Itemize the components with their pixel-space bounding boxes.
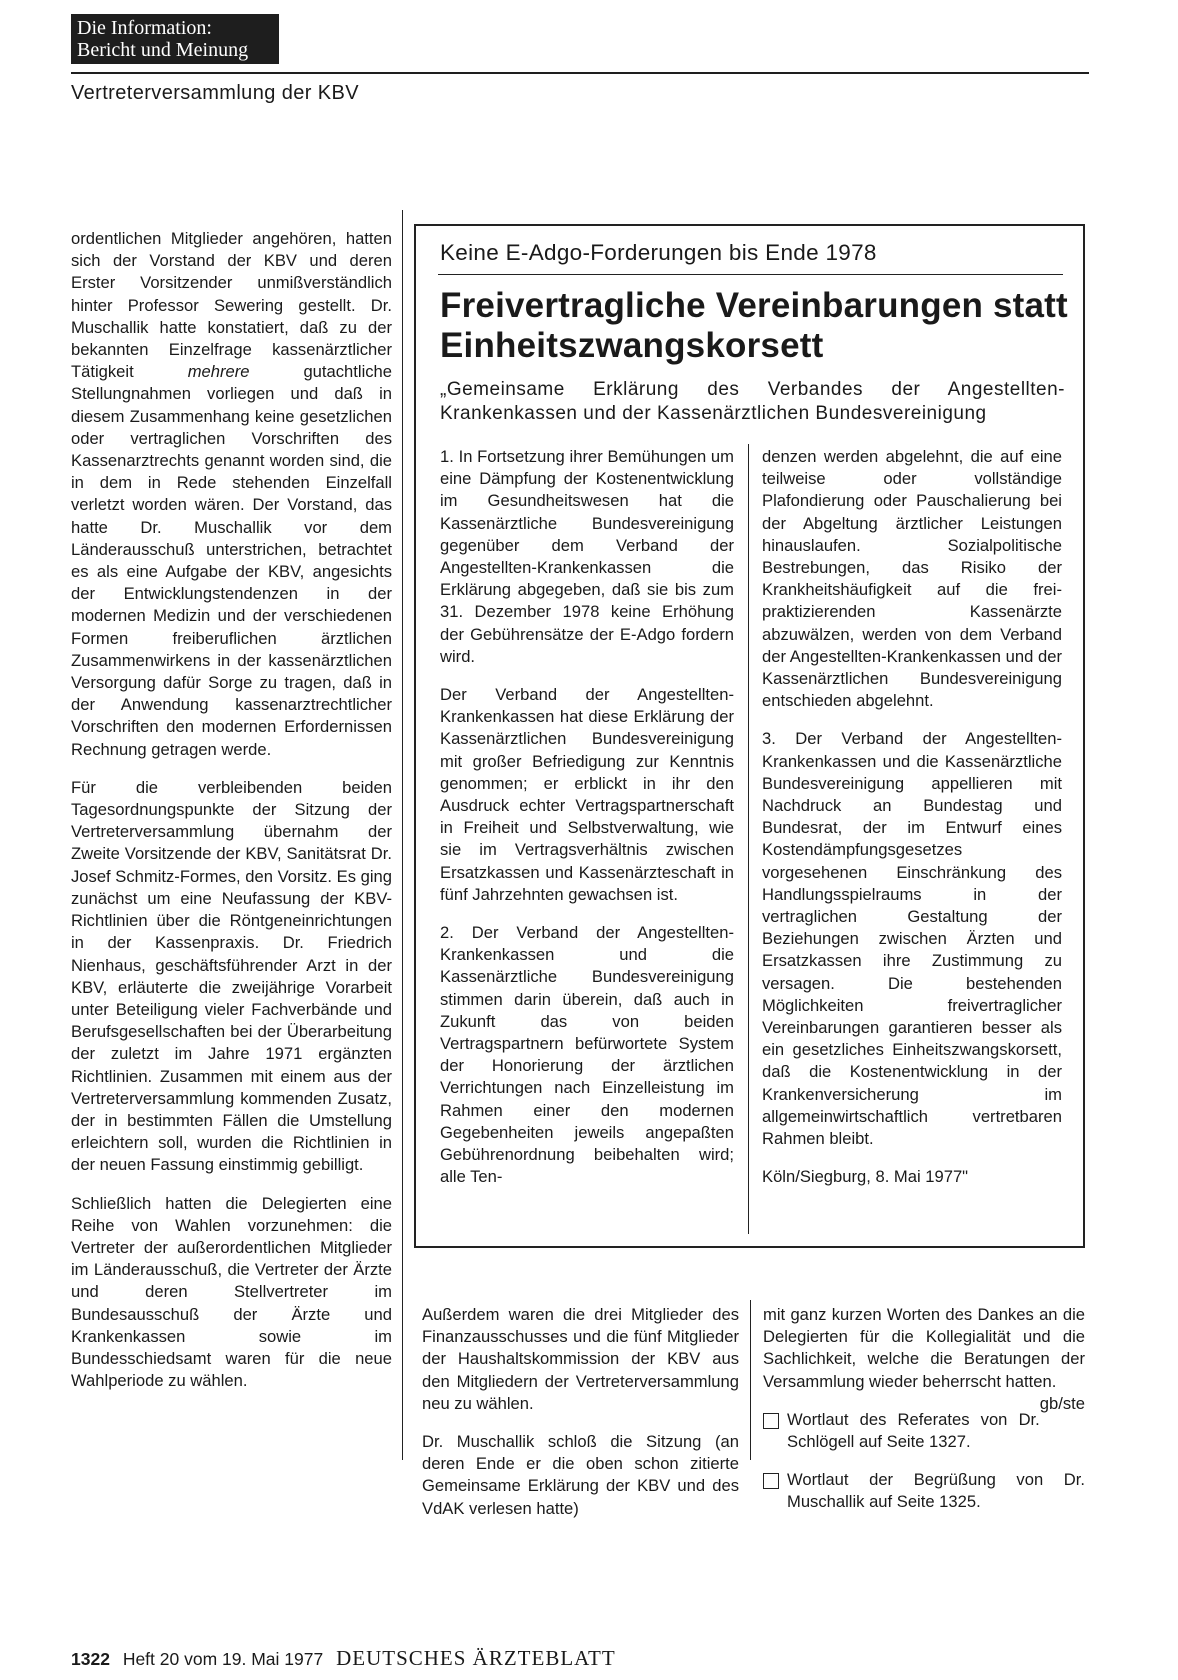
page-footer — [71, 1646, 616, 1671]
box-kicker-rule — [438, 274, 1063, 275]
rubric-line-2: Bericht und Meinung — [77, 39, 249, 61]
column-divider-left — [402, 210, 403, 1460]
section-title: Vertreterversammlung der KBV — [71, 82, 359, 104]
left-paragraph-2: Für die verbleibenden beiden Tagesordnungspunkte der Sitzung der Vertreterversammlung übernahm der Zweite Vorsitzende der KBV, Sanitätsrat Dr. Josef Schmitz-Formes, den Vorsitz. Es ging zunächst um eine Neufassung der KBV-Richtlinien über die Röntgeneinrichtungen in der Kassenpraxis. Dr. Friedrich Nienhaus, geschäftsführender Arzt in der KBV, erläuterte die zweijährige Vorarbeit unter Beteiligung vieler Fachverbände und Berufsgesellschaften bei der Überarbeitung der zuletzt im Jahre 1971 ergänzten Richtlinien. Zusammen mit einem aus der Vertreterversammlung kommenden Zusatz, der in bestimmten Fällen die Umstellung erleichtern soll, wurden die Richtlinien in der neuen Fassung einstimmig gebilligt. — [71, 777, 392, 1175]
box-column-1 — [440, 446, 734, 1205]
box-point-3: 3. Der Verband der Angestellten-Krankenkassen und die Kassenärztliche Bundesvereinigung appellieren mit Nachdruck an Bundestag und Bundesrat, der im Entwurf eines Kostendämpfungsgesetzes vorgesehenen Einschränkung des Handlungsspielraums in der vertraglichen Gestaltung der Beziehungen zwischen Ärzten und Ersatzkassen ihre Zustimmung zu versagen. Die bestehenden Möglichkeiten freivertraglicher Vereinbarungen garantieren besser als ein gesetzliches Einheitszwangskorsett, daß die Kostenentwicklung in der Krankenversicherung im allgemeinwirtschaftlich vertretbaren Rahmen bleibt. — [762, 729, 1062, 1149]
square-bullet-icon — [763, 1413, 779, 1429]
closing-text: mit ganz kurzen Worten des Dankes an die Delegierten für die Kollegialität und die Sachlichkeit, welche die Beratungen der Versammlung wieder beherrscht hatten. — [763, 1305, 1085, 1391]
box-dateline: Köln/Siegburg, 8. Mai 1977" — [762, 1167, 969, 1187]
left-column — [71, 228, 392, 1408]
box-column-2 — [762, 446, 1062, 1205]
left-paragraph-1: ordentlichen Mitglieder angehören, hatten sich der Vorstand der KBV und deren Erster Vorsitzender unmißverständlich hinter Professor Sewering gestellt. Dr. Muschallik hatte konstatiert, daß zu der bekannten Einzelfrage kassenärztlicher Tätigkeit mehrere gutachtliche Stellungnahmen vorliegen und daß in diesem Zusammenhang keine gesetzlichen oder vertraglichen Vorschriften des Kassenarztrechts genannt worden sind, die in dem in Rede stehenden Einzelfall verletzt worden wären. Der Vorstand, das hatte Dr. Muschallik vor dem Länderausschuß unterstrichen, betrachtet es als eine Aufgabe der KBV, angesichts der Entwicklungstendenzen in der modernen Medizin und der verschiedenen Formen freiberuflichen ärztlichen Zusammenwirkens in der kassenärztlichen Versorgung dafür Sorge zu tragen, daß in der Anwendung kassenarztrechtlicher Vorschriften den modernen Erfordernissen Rechnung getragen werde. — [71, 229, 393, 759]
square-bullet-icon — [763, 1473, 779, 1489]
issue-info: Heft 20 vom 19. Mai 1977 — [122, 1649, 324, 1669]
middle-paragraph-1: Außerdem waren die drei Mitglieder des Finanzausschusses und die fünf Mitglieder der Haushaltskommission der KBV aus den Mitgliedern der Vertreterversammlung neu zu wählen. — [422, 1305, 739, 1413]
box-kicker: Keine E-Adgo-Forderungen bis Ende 1978 — [440, 240, 877, 265]
note-begruessung: Wortlaut der Begrüßung von Dr. Muschallik auf Seite 1325. — [763, 1469, 1085, 1513]
rubric-label — [71, 14, 279, 64]
middle-paragraph-2: Dr. Muschallik schloß die Sitzung (an deren Ende er die oben schon zitierte Gemeinsame Erklärung der KBV und des VdAK verlesen hatte) — [422, 1432, 739, 1518]
box-point-2: 2. Der Verband der Angestellten-Krankenkassen und die Kassenärztliche Bundesvereinigung stimmen darin überein, daß auch in Zukunft das von beiden Vertragspartnern befürwortete System der Honorierung der ärztlichen Verrichtungen nach Einzelleistung im Rahmen einer den modernen Gegebenheiten jeweils angepaßten Gebührenordnung beibehalten wird; alle Ten- — [440, 923, 734, 1187]
box-point-2-continued: denzen werden abgelehnt, die auf eine teilweise oder vollständige Plafondierung oder Pauschalierung bei der Abgeltung ärztlicher Leistungen hinauslaufen. Sozialpolitische Bestrebungen, das Risiko der Krankheitshäufigkeit auf die frei-praktizierenden Kassenärzte abzuwälzen, werden von dem Verband der Angestellten-Krankenkassen und der Kassenärztlichen Bundesvereinigung entschieden abgelehnt. — [762, 447, 1062, 711]
header-rule — [71, 72, 1089, 74]
box-column-divider — [748, 444, 749, 1234]
author-signoff: gb/ste — [1039, 1393, 1085, 1413]
page-number: 1322 — [71, 1649, 110, 1669]
rubric-line-1: Die Information: — [77, 17, 212, 39]
box-point-1-response: Der Verband der Angestellten-Krankenkassen hat diese Erklärung der Kassenärztlichen Bundesvereinigung mit großer Befriedigung zur Kenntnis genommen; er erblickt in ihr den Ausdruck echter Vertragspartnerschaft in Freiheit und Selbstverwaltung, wie sie im Vertragsverhältnis zwischen Ersatzkassen und Kassenärzteschaft in fünf Jahrzehnten gewachsen ist. — [440, 685, 734, 904]
box-headline: Freivertragliche Vereinbarungen statt Einheitszwangskorsett — [440, 286, 1068, 365]
middle-column — [422, 1304, 739, 1536]
left-paragraph-3: Schließlich hatten die Delegierten eine Reihe von Wahlen vorzunehmen: die Vertreter der außerordentlichen Mitglieder im Länderausschuß, die Vertreter der Ärzte und deren Stellvertreter im Bundesausschuß der Ärzte und Krankenkassen sowie im Bundesschiedsamt waren für die neue Wahlperiode zu wählen. — [71, 1193, 392, 1391]
closing-paragraph — [763, 1304, 1085, 1413]
box-subhead: „Gemeinsame Erklärung des Verbandes der Angestellten-Krankenkassen und der Kassenärztlichen Bundesvereinigung — [440, 379, 1065, 424]
journal-name: DEUTSCHES ÄRZTEBLATT — [336, 1646, 616, 1670]
column-divider-right — [750, 1300, 751, 1460]
emphasis-mehrere: mehrere — [187, 362, 250, 382]
right-column — [763, 1304, 1085, 1530]
box-point-1: 1. In Fortsetzung ihrer Bemühungen um eine Dämpfung der Kostenentwicklung im Gesundheitswesen hat die Kassenärztliche Bundesvereinigung gegenüber dem Verband der Angestellten-Krankenkassen die Erklärung abgegeben, daß sie bis zum 31. Dezember 1978 keine Erhöhung der Gebührensätze der E-Adgo fordern wird. — [440, 447, 734, 666]
note-referat: Wortlaut des Referates von Dr. Schlögell auf Seite 1327. — [763, 1409, 1040, 1453]
